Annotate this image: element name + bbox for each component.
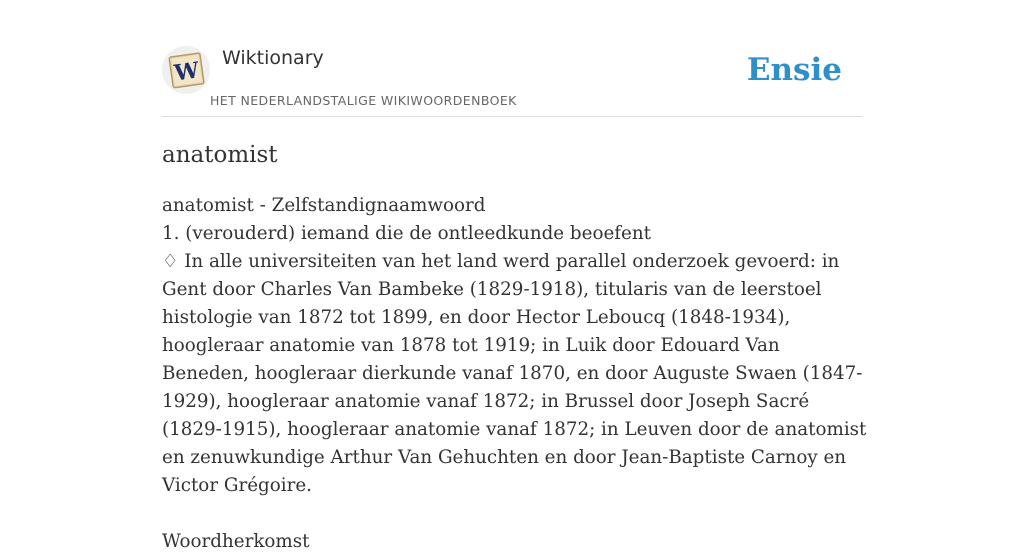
part-of-speech-line: anatomist - Zelfstandignaamwoord [162, 195, 486, 216]
logo-letter: W [172, 57, 201, 87]
example-sentence: ♢ In alle universiteiten van het land werd parallel onderzoek gevoerd: in Gent door Charles Van Bambeke (1829-1918), titularis van de leerstoel histologie van 1872 tot 1899, en door Hector Leboucq (1848-1934), hoogleraar anatomie van 1878 tot 1919; in Luik door Edouard Van Beneden, hoogleraar dierkunde vanaf 1870, en door Auguste Swaen (1847-1929), hoogleraar anatomie vanaf 1872; in Brussel door Joseph Sacré (1829-1915), hoogleraar anatomie vanaf 1872; in Leuven door de anatomist en zenuwkundige Arthur Van Gehuchten en door Jean-Baptiste Carnoy en Victor Grégoire. [162, 251, 867, 496]
entry-content [162, 192, 867, 556]
site-header [162, 0, 862, 117]
etymology-heading: Woordherkomst [162, 531, 310, 552]
definition-line: 1. (verouderd) iemand die de ontleedkunde beoefent [162, 223, 651, 244]
site-name-link[interactable]: Wiktionary [222, 47, 324, 69]
page-title: anatomist [162, 142, 278, 168]
wiktionary-logo-icon[interactable] [162, 46, 210, 94]
ensie-brand-logo[interactable]: Ensie [746, 52, 842, 88]
site-tagline: HET NEDERLANDSTALIGE WIKIWOORDENBOEK [210, 93, 517, 108]
